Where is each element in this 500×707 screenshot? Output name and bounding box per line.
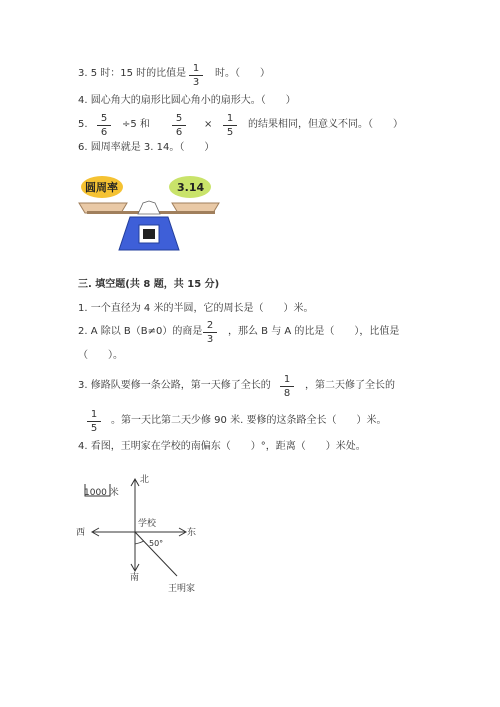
q5-fraction-1 — [97, 113, 111, 138]
f2-frac-den: 3 — [206, 334, 214, 345]
f2-text-post: ，那么 B 与 A 的比是（ ），比值是 — [228, 326, 400, 337]
q5-text-post: 的结果相同，但意义不同。（ ） — [248, 119, 403, 130]
fraction-bar — [223, 125, 237, 126]
q5-f1-num: 5 — [100, 113, 108, 124]
q4-text: 4. 圆心角大的扇形比圆心角小的扇形大。（ ） — [78, 95, 296, 106]
fraction-bar — [97, 125, 111, 126]
map-north-label: 北 — [140, 475, 150, 485]
map-angle-label: 50° — [149, 539, 164, 548]
q5-times: × — [204, 119, 213, 130]
map-home-label: 王明家 — [168, 584, 196, 594]
q3-frac-num: 1 — [192, 63, 200, 74]
f3-fb-num: 1 — [90, 409, 98, 420]
f3-fraction-b — [87, 409, 101, 434]
f3-fa-num: 1 — [283, 374, 291, 385]
q3-text-pre: 3. 5 时：15 时的比值是 — [78, 68, 187, 79]
q5-num: 5. — [78, 119, 88, 130]
q5-f2-den: 6 — [175, 127, 183, 138]
map-south-label: 南 — [130, 573, 140, 583]
q3-text-post: 时。（ ） — [215, 68, 270, 79]
q3-frac-den: 3 — [192, 77, 200, 88]
q6-text: 6. 圆周率就是 3. 14。（ ） — [78, 142, 215, 153]
f3-fraction-a — [280, 374, 294, 399]
q5-f1-den: 6 — [100, 127, 108, 138]
fraction-bar — [203, 332, 217, 333]
fraction-bar — [189, 75, 203, 76]
f3-text-mid: ，第二天修了全长的 — [305, 380, 395, 391]
q5-fraction-3 — [223, 113, 237, 138]
q5-f3-num: 1 — [226, 113, 234, 124]
q3-fraction — [189, 63, 203, 88]
scale-right-label: 3.14 — [177, 181, 205, 194]
scale-display-inner — [143, 229, 155, 239]
map-west-label: 西 — [76, 528, 86, 538]
map-east-label: 东 — [187, 528, 197, 538]
f3-text-post: 。第一天比第二天少修 90 米. 要修的这条路全长（ ）米。 — [111, 415, 387, 426]
fraction-bar — [280, 386, 294, 387]
fraction-bar — [172, 125, 186, 126]
f1-text: 1. 一个直径为 4 米的半圆，它的周长是（ ）米。 — [78, 303, 314, 314]
map-scale-label: 1000 米 — [84, 488, 119, 498]
section-heading: 三. 填空题(共 8 题，共 15 分) — [78, 279, 220, 290]
q5-fraction-2 — [172, 113, 186, 138]
f2-text-pre: 2. A 除以 B（B≠0）的商是 — [78, 326, 203, 337]
f4-text: 4. 看图，王明家在学校的南偏东（ ）°，距离（ ）米处。 — [78, 441, 366, 452]
scale-left-label: 圆周率 — [85, 181, 118, 194]
angle-arc — [135, 541, 144, 544]
f3-fb-den: 5 — [90, 423, 98, 434]
q5-f3-den: 5 — [226, 127, 234, 138]
f2-fraction — [203, 320, 217, 345]
f3-fa-den: 8 — [283, 388, 291, 399]
f2-frac-num: 2 — [206, 320, 214, 331]
f3-text-pre: 3. 修路队要修一条公路，第一天修了全长的 — [78, 380, 271, 391]
q5-mid: ÷5 和 — [122, 119, 150, 130]
f2-text-line2: （ ）。 — [78, 350, 123, 361]
fraction-bar — [87, 421, 101, 422]
scale-pointer — [138, 201, 160, 214]
map-school-label: 学校 — [138, 519, 157, 529]
q5-f2-num: 5 — [175, 113, 183, 124]
